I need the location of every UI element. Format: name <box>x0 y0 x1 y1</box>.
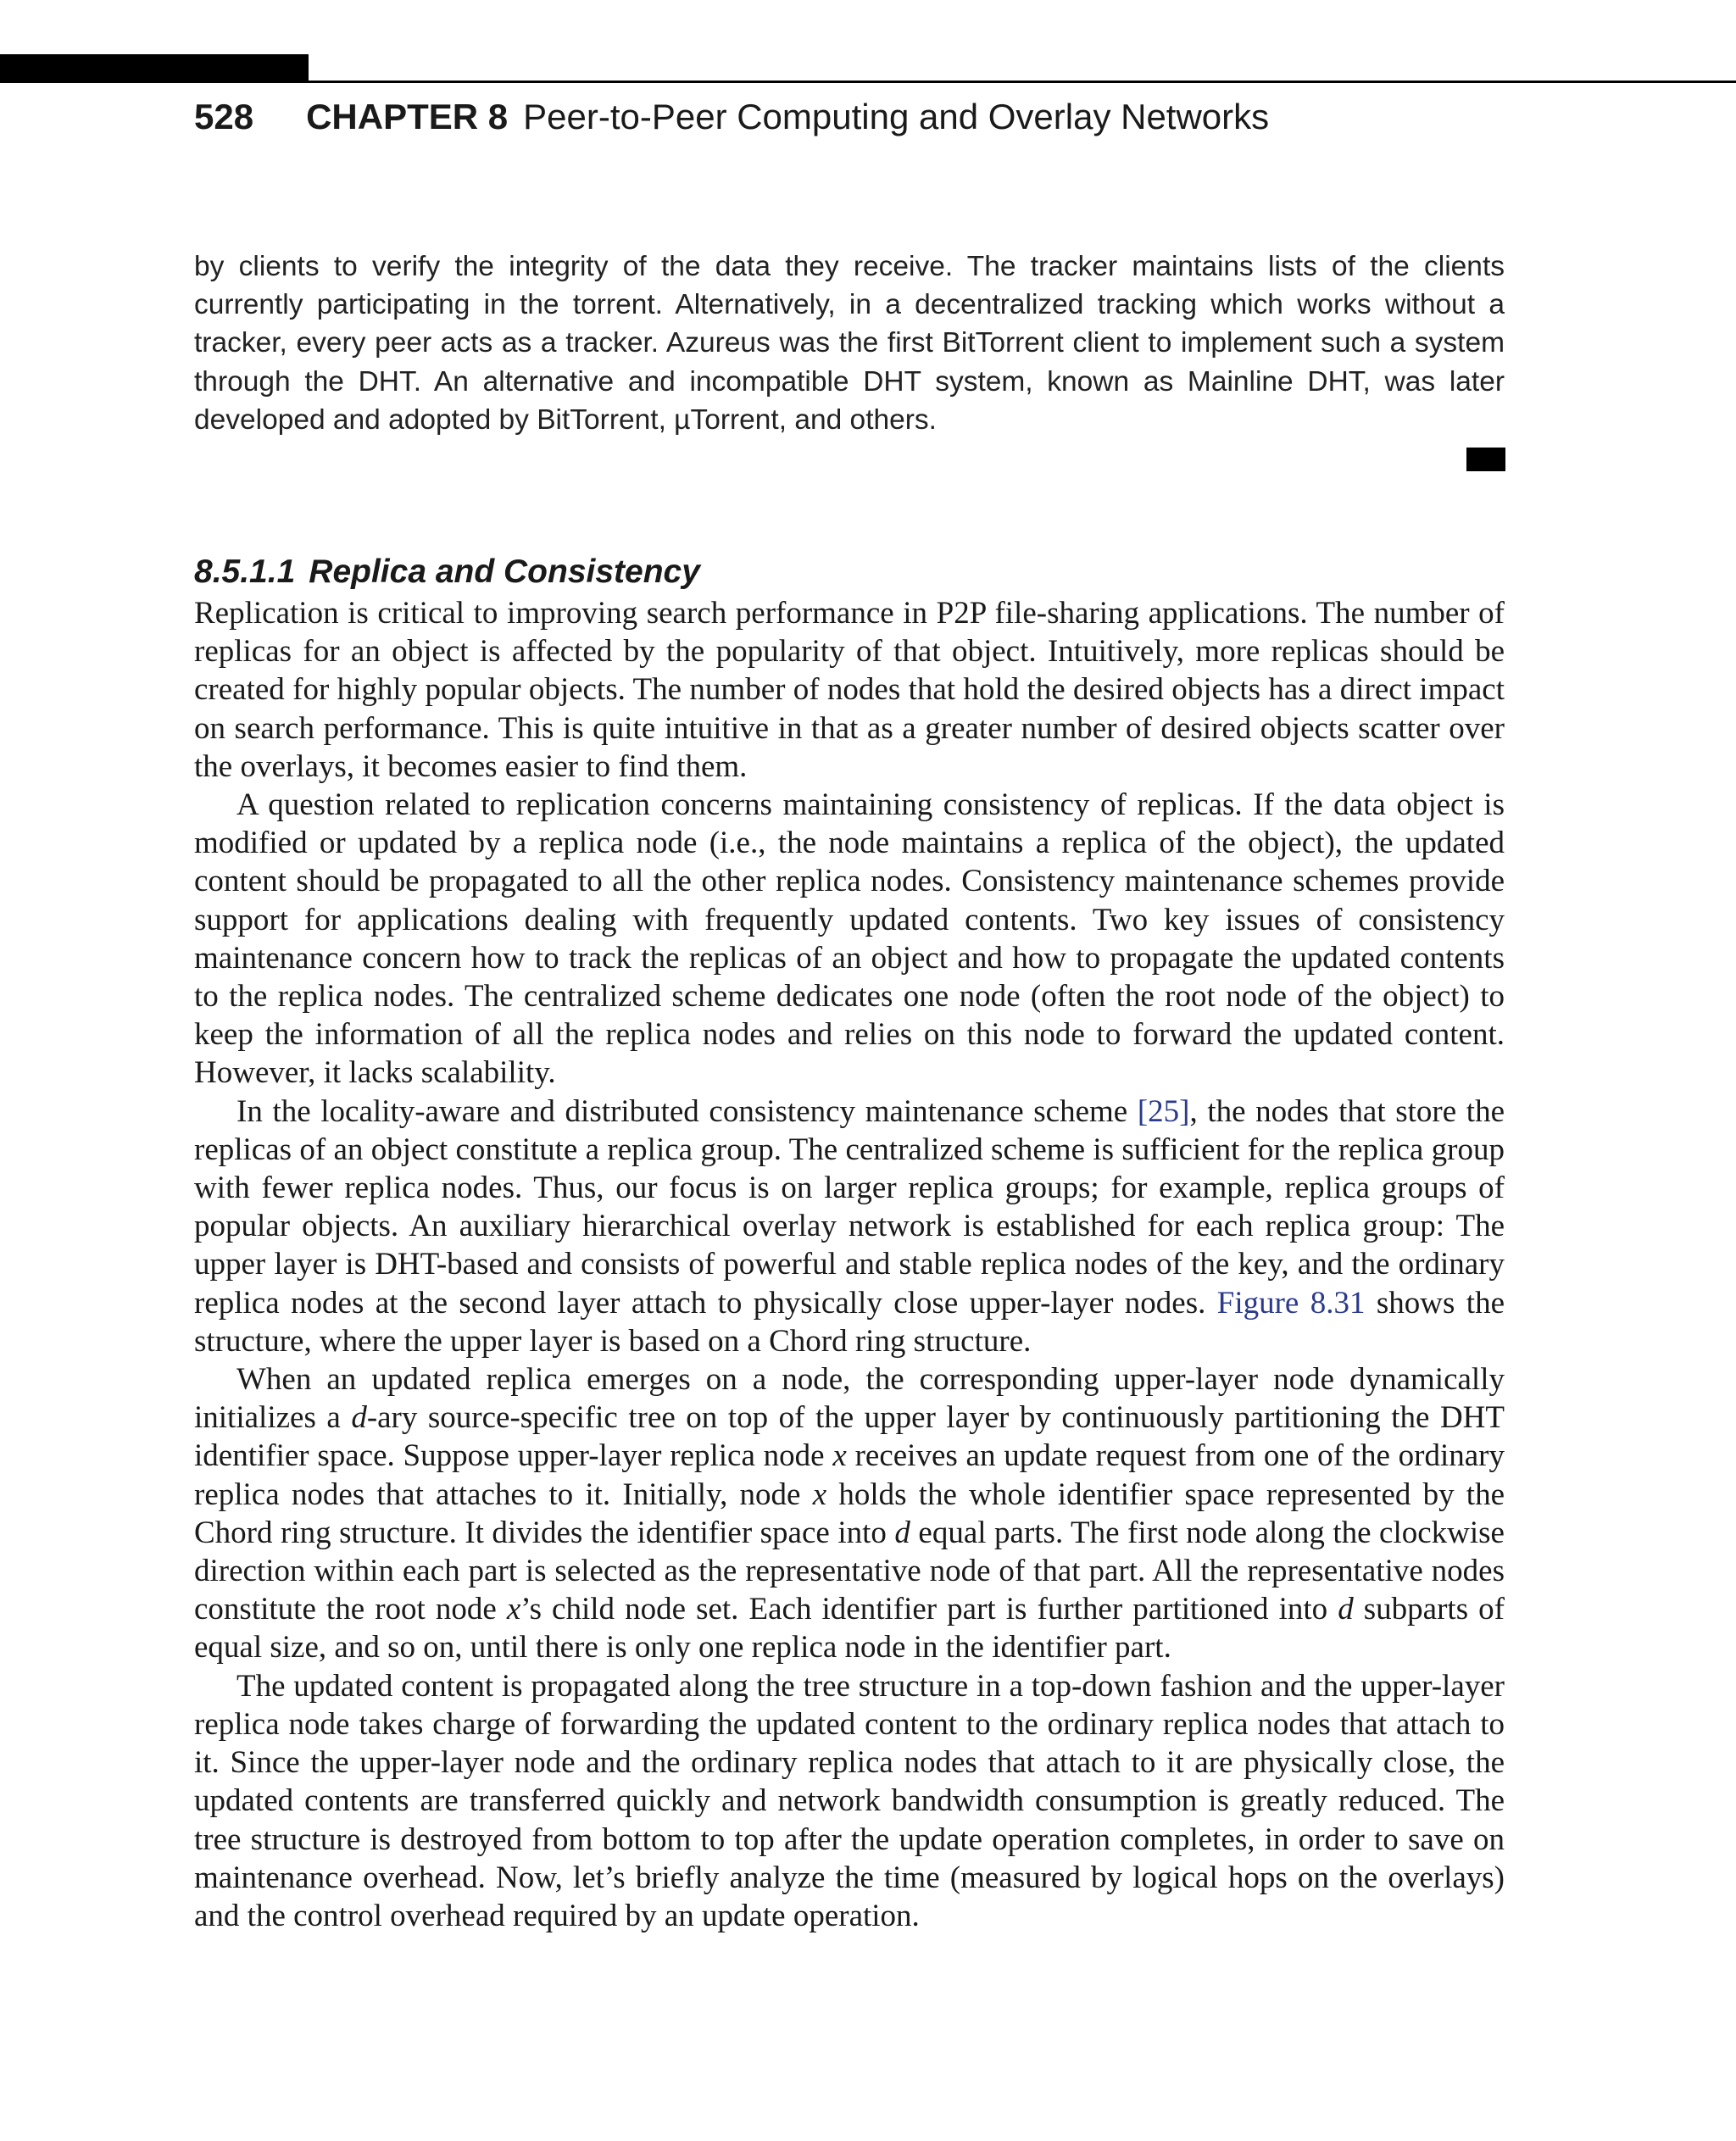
body-text <box>194 594 1505 1935</box>
header-rule-thick <box>0 54 309 83</box>
citation-link-25[interactable]: [25] <box>1137 1093 1190 1129</box>
example-box-text: by clients to verify the integrity of the data they receive. The tracker maintains lists of the clients currently participating in the torrent. Alternatively, in a decentralized tracking which works without a tracker, every peer acts as a tracker. Azureus was the first BitTorrent client to implement such a system through the DHT. An alternative and incompatible DHT system, known as Mainline DHT, was later developed and adopted by BitTorrent, µTorrent, and others. <box>194 251 1505 436</box>
variable-d: d <box>894 1515 910 1550</box>
paragraph-3 <box>194 1093 1505 1360</box>
section-title: Replica and Consistency <box>309 553 700 590</box>
paragraph-3-text-a: In the locality-aware and distributed consistency maintenance scheme <box>236 1093 1138 1129</box>
paragraph-4-text-6: ’s child node set. Each identifier part is further partitioned into <box>520 1592 1338 1627</box>
variable-x: x <box>812 1476 827 1512</box>
header-rule-thin <box>309 81 1736 83</box>
paragraph-3-text-b: , the nodes that store the replicas of an object constitute a replica group. The centralized scheme is sufficient for the replica group with fewer replica nodes. Thus, our focus is on larger replica groups; for example, replica groups of popular objects. An auxiliary hierarchical overlay network is established for each replica group: The upper layer is DHT-based and consists of powerful and stable replica nodes of the key, and the ordinary replica nodes at the second layer attach to physically close upper-layer nodes. <box>194 1093 1505 1321</box>
paragraph-5: The updated content is propagated along the tree structure in a top-down fashion and the upper-layer replica node takes charge of forwarding the updated content to the ordinary replica nodes that attach to it. Since the upper-layer node and the ordinary replica nodes that attach to it are physically close, the updated contents are transferred quickly and network bandwidth consumption is greatly reduced. The tree structure is destroyed from bottom to top after the update operation completes, in order to save on maintenance overhead. Now, let’s briefly analyze the time (measured by logical hops on the overlays) and the control overhead required by an update operation. <box>194 1668 1505 1933</box>
section-number: 8.5.1.1 <box>194 553 296 590</box>
section-heading <box>194 550 700 594</box>
paragraph-2: A question related to replication concerns maintaining consistency of replicas. If the data object is modified or updated by a replica node (i.e., the node maintains a replica of the object), the updated content should be propagated to all the other replica nodes. Consistency maintenance schemes provide support for applications dealing with frequently updated contents. Two key issues of consistency maintenance concern how to track the replicas of an object and how to propagate the updated contents to the replica nodes. The centralized scheme dedicates one node (often the root node of the object) to keep the information of all the replica nodes and relies on this node to forward the updated content. However, it lacks scalability. <box>194 787 1505 1091</box>
variable-x: x <box>506 1592 521 1627</box>
running-head <box>194 92 1269 142</box>
paragraph-4 <box>194 1360 1505 1667</box>
variable-d: d <box>351 1400 367 1436</box>
paragraph-4-text-7: subparts of equal size, and so on, until there is only one replica node in the identifier part. <box>194 1592 1505 1666</box>
page-number: 528 <box>194 97 254 136</box>
figure-link-8-31[interactable]: Figure 8.31 <box>1216 1285 1366 1321</box>
variable-x: x <box>832 1438 847 1474</box>
chapter-label: CHAPTER 8 <box>306 97 509 136</box>
paragraph-4-text-1: When an updated replica emerges on a node, the corresponding upper-layer node dynamically initializes a <box>194 1362 1505 1436</box>
box-end-marker <box>1466 448 1505 471</box>
variable-d: d <box>1338 1592 1354 1627</box>
chapter-title: Peer-to-Peer Computing and Overlay Networks <box>523 97 1270 136</box>
paragraph-4-text-2: -ary source-specific tree on top of the upper layer by continuously partitioning the DHT identifier space. Suppose upper-layer replica node <box>194 1400 1505 1474</box>
paragraph-1: Replication is critical to improving search performance in P2P file-sharing applications. The number of replicas for an object is affected by the popularity of that object. Intuitively, more replicas should be created for highly popular objects. The number of nodes that hold the desired objects has a direct impact on search performance. This is quite intuitive in that as a greater number of desired objects scatter over the overlays, it becomes easier to find them. <box>194 596 1505 784</box>
paragraph-4-text-4: holds the whole identifier space represented by the Chord ring structure. It divides the identifier space into <box>194 1476 1505 1550</box>
paragraph-3-text-c: shows the structure, where the upper layer is based on a Chord ring structure. <box>194 1285 1505 1359</box>
paragraph-4-text-3: receives an update request from one of the ordinary replica nodes that attaches to it. Initially, node <box>194 1438 1505 1512</box>
paragraph-4-text-5: equal parts. The first node along the clockwise direction within each part is selected as the representative node of that part. All the representative nodes constitute the root node <box>194 1515 1505 1627</box>
